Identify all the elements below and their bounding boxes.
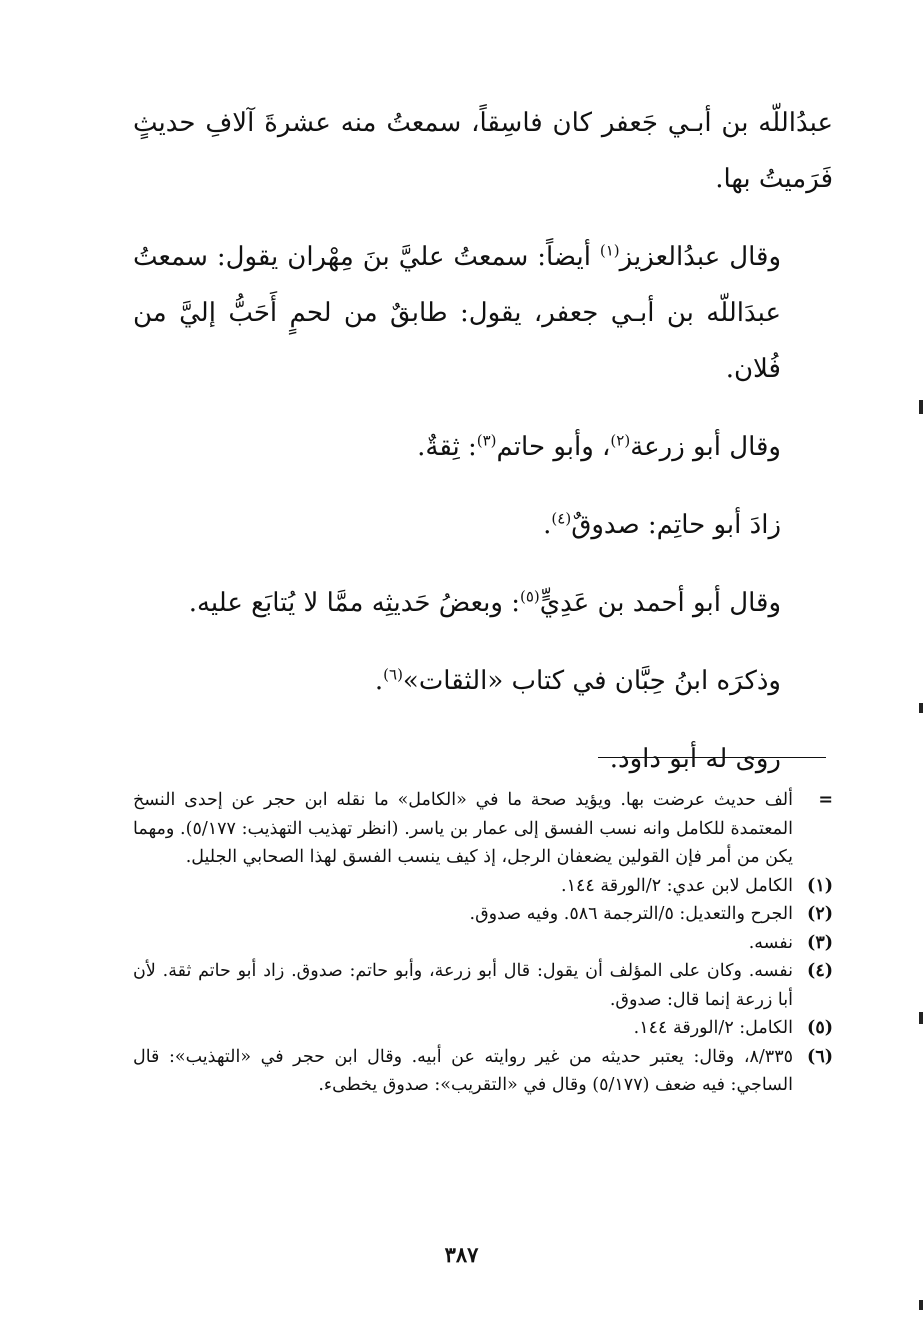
footnote-6 bbox=[133, 1043, 833, 1100]
footnote-ref-4[interactable]: (٤) bbox=[551, 509, 572, 528]
paragraph-6-text-b: . bbox=[374, 666, 384, 696]
footnote-4 bbox=[133, 957, 833, 1014]
paragraph-7 bbox=[133, 731, 833, 787]
main-text bbox=[133, 95, 833, 809]
paragraph-5-text-a: وقال أبو أحمد بن عَدِيٍّ bbox=[539, 588, 781, 618]
paragraph-2-text-b: أيضاً: سمعتُ عليَّ بنَ مِهْران يقول: سمعتُ عبدَاللّه بن أبـي جعفر، يقول: طابقٌ من لحمٍ أَحَبُّ إليَّ من فُلان. bbox=[133, 242, 781, 384]
footnote-marker: = bbox=[818, 790, 833, 810]
footnote-5 bbox=[133, 1014, 833, 1043]
footnote-ref-5[interactable]: (٥) bbox=[519, 587, 540, 606]
paragraph-4-text-b: . bbox=[543, 510, 552, 540]
paragraph-4-text-a: زادَ أبو حاتِم: صدوقٌ bbox=[571, 510, 781, 540]
scan-edge-mark bbox=[919, 1012, 923, 1024]
footnote-3 bbox=[133, 929, 833, 958]
footnote-text: الجرح والتعديل: ٥/الترجمة ٥٨٦. وفيه صدوق. bbox=[469, 904, 793, 924]
footnote-1 bbox=[133, 872, 833, 901]
paragraph-3-text-b: ، وأبو حاتم bbox=[496, 432, 611, 462]
page-number: ٣٨٧ bbox=[444, 1242, 479, 1267]
scan-edge-mark bbox=[919, 703, 923, 713]
paragraph-7-text: روى له أبو داود. bbox=[609, 744, 781, 774]
footnote-number: (٦) bbox=[807, 1046, 833, 1067]
paragraph-3-text-a: وقال أبو زرعة bbox=[630, 432, 781, 462]
footnote-text: الكامل: ٢/الورقة ١٤٤. bbox=[633, 1018, 793, 1038]
footnote-ref-1[interactable]: (١) bbox=[599, 241, 620, 260]
scan-edge-mark bbox=[919, 400, 923, 414]
footnote-text: الكامل لابن عدي: ٢/الورقة ١٤٤. bbox=[561, 875, 793, 896]
footnote-number: (٤) bbox=[807, 961, 833, 981]
footnote-ref-3[interactable]: (٣) bbox=[476, 431, 497, 450]
paragraph-3 bbox=[133, 419, 833, 475]
footnote-number: (٣) bbox=[807, 932, 833, 953]
footnote-ref-2[interactable]: (٢) bbox=[610, 431, 631, 450]
paragraph-2 bbox=[133, 229, 833, 397]
paragraph-4 bbox=[133, 497, 833, 553]
paragraph-1-text: عبدُاللّه بن أبـي جَعفر كان فاسِقاً، سمعتُ منه عشرةَ آلافِ حديثٍ فَرَميتُ بها. bbox=[133, 108, 833, 194]
paragraph-6 bbox=[133, 653, 833, 709]
footnote-2 bbox=[133, 900, 833, 929]
paragraph-6-text-a: وذكرَه ابنُ حِبَّان في كتاب «الثقات» bbox=[402, 666, 781, 696]
paragraph-1 bbox=[133, 95, 833, 207]
paragraph-2-text-a: وقال عبدُالعزيز bbox=[619, 242, 782, 272]
footnote-text: نفسه. bbox=[748, 932, 793, 953]
footnote-ref-6[interactable]: (٦) bbox=[383, 665, 403, 684]
footnote-continuation bbox=[133, 786, 833, 872]
footnote-number: (٢) bbox=[807, 904, 833, 924]
scan-edge-mark bbox=[919, 1300, 923, 1310]
paragraph-5-text-b: : وبعضُ حَديثِه ممَّا لا يُتابَع عليه. bbox=[188, 588, 520, 618]
footnote-text: نفسه. وكان على المؤلف أن يقول: قال أبو زرعة، وأبو حاتم: صدوق. زاد أبو حاتم ثقة. لأن أبا زرعة إنما قال: صدوق. bbox=[133, 961, 793, 1010]
footnotes bbox=[133, 786, 833, 1100]
footnote-number: (٥) bbox=[807, 1018, 833, 1038]
paragraph-3-text-c: : ثِقةٌ. bbox=[417, 432, 477, 462]
paragraph-5 bbox=[133, 575, 833, 631]
footnote-separator bbox=[598, 757, 826, 758]
footnote-number: (١) bbox=[807, 875, 833, 896]
footnote-text: ٨/٣٣٥، وقال: يعتبر حديثه من غير روايته عن أبيه. وقال ابن حجر في «التهذيب»: قال الساجي: فيه ضعف (٥/١٧٧) وقال في «التقريب»: صدوق يخطىء. bbox=[133, 1046, 793, 1095]
footnote-text: ألف حديث عرضت بها. ويؤيد صحة ما في «الكامل» ما نقله ابن حجر عن إحدى النسخ المعتمدة للكامل وانه نسب الفسق إلى عمار بن ياسر. (انظر تهذيب التهذيب: ٥/١٧٧). ومهما يكن من أمر فإن القولين يضعفان الرجل، إذ كيف ينسب الفسق لهذا الصحابي الجليل. bbox=[133, 790, 793, 867]
